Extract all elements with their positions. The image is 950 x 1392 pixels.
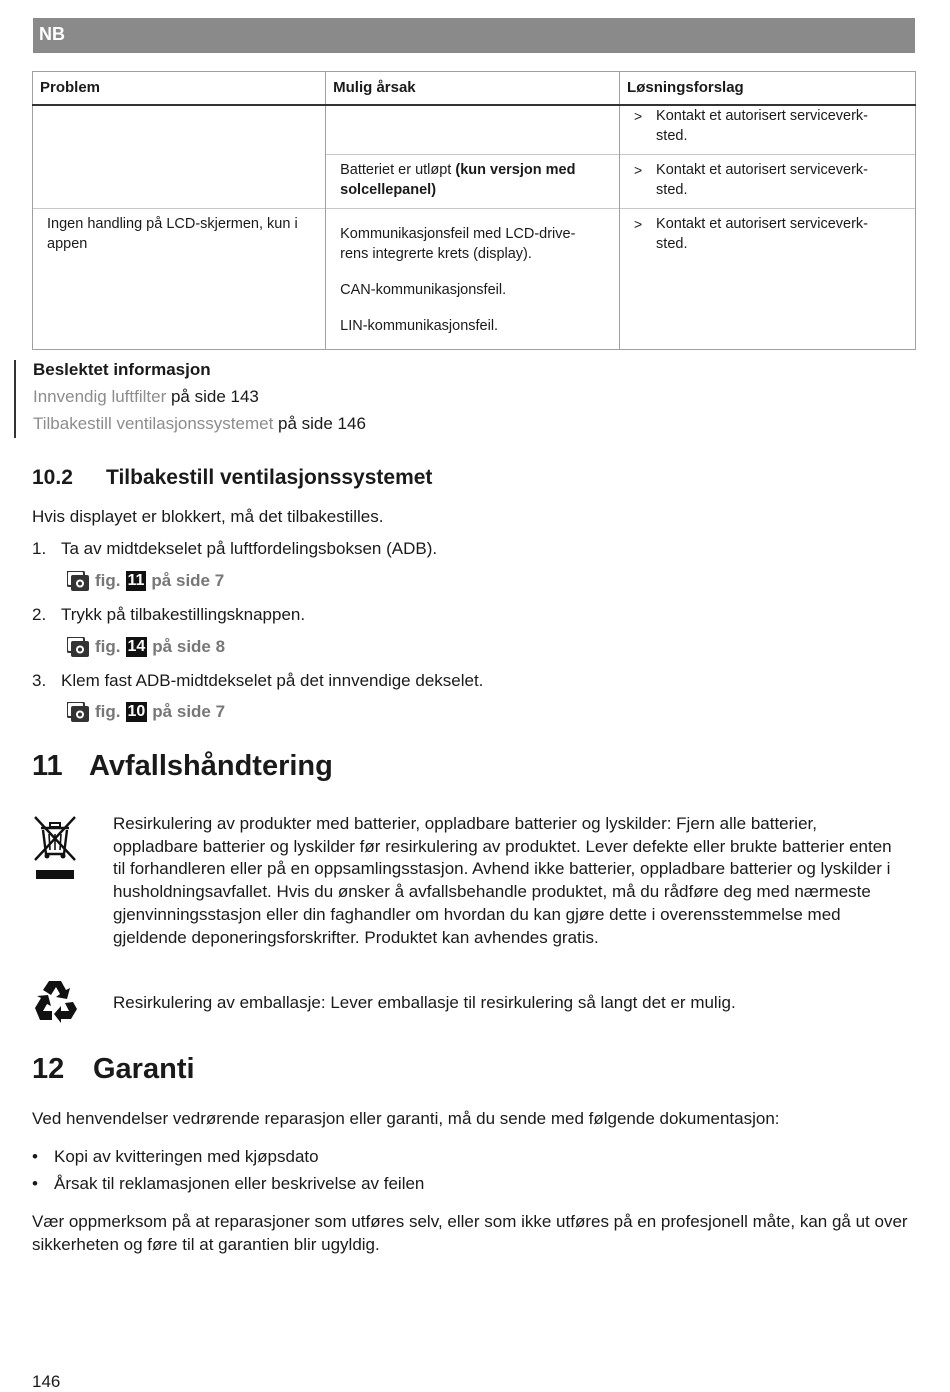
warranty-intro: Ved henvendelser vedrørende reparasjon eller garanti, må du sende med følgende dokumentasjon: <box>32 1109 780 1128</box>
bullet-icon: • <box>32 1147 38 1166</box>
section-heading-10-2 <box>32 466 432 490</box>
list-item-text: Kopi av kvitteringen med kjøpsdato <box>54 1147 319 1166</box>
section-intro: Hvis displayet er blokkert, må det tilbakestilles. <box>32 507 384 526</box>
arrow-icon: > <box>634 216 643 232</box>
header-problem: Problem <box>33 72 326 106</box>
step-item <box>32 671 483 691</box>
figure-number: 10 <box>127 703 146 720</box>
recycle-icon <box>32 978 78 1024</box>
camera-icon <box>67 637 89 657</box>
section-number: 11 <box>32 750 63 782</box>
related-link-suffix: på side 143 <box>166 387 259 406</box>
solution-text: Kontakt et autorisert serviceverk-sted. <box>656 216 868 252</box>
solution-cell <box>620 209 916 350</box>
problem-cell <box>33 105 326 209</box>
packaging-text: Resirkulering av emballasje: Lever emballasje til resirkulering så langt det er mulig. <box>113 993 736 1012</box>
cause-bold-text: (kun versjon med solcellepanel) <box>340 162 576 198</box>
arrow-icon: > <box>634 108 643 124</box>
related-info-title: Beslektet informasjon <box>33 360 211 379</box>
language-code: NB <box>39 24 65 44</box>
weee-text: Resirkulering av produkter med batterier, oppladbare batterier og lyskilder: Fjern alle batterier, oppladbare batterier og lyskilder før resirkulering av produktet. Lever defekte eller brukte batterier enten til forhandleren eller på en oppsamlingsstasjon. Avhend ikke batterier, oppladbare batterier og lyskilder i husholdningsavfallet. Hvis du ønsker å avfallsbehandle produktet, må du rådføre deg med nærmeste gjenvinningsstasjon eller din faghandler om hvordan du kan gjøre dette i overensstemmelse med gjeldende deponeringsforskrifter. Produktet kan avhendes gratis. <box>113 814 892 947</box>
figure-reference[interactable] <box>67 637 225 657</box>
step-item <box>32 539 437 559</box>
figure-number: 11 <box>127 572 145 589</box>
cause-cell <box>326 105 620 155</box>
problem-cell <box>33 209 326 350</box>
figure-suffix: på side 8 <box>152 637 226 656</box>
bullet-icon: • <box>32 1174 38 1193</box>
section-number: 12 <box>32 1053 65 1085</box>
related-link-text[interactable]: Tilbakestill ventilasjonssystemet <box>33 414 274 433</box>
camera-icon <box>67 571 89 591</box>
cause-text: Batteriet er utløpt <box>340 162 456 178</box>
page-number: 146 <box>32 1372 61 1391</box>
related-link[interactable] <box>33 387 259 407</box>
cause-text: LIN-kommunikasjonsfeil. <box>340 318 499 334</box>
solution-text: Kontakt et autorisert serviceverk-sted. <box>656 108 868 144</box>
step-text: Klem fast ADB-midtdekselet på det innvendige dekselet. <box>61 671 484 690</box>
list-item <box>32 1147 319 1167</box>
related-link[interactable] <box>33 414 366 434</box>
camera-icon <box>67 702 89 722</box>
related-link-suffix: på side 146 <box>273 414 366 433</box>
troubleshooting-table <box>32 71 916 350</box>
section-heading-11 <box>32 750 333 783</box>
figure-prefix: fig. <box>95 702 121 721</box>
solution-cell <box>620 155 916 209</box>
table-row <box>33 209 916 350</box>
table-header-row <box>33 72 916 106</box>
step-text: Ta av midtdekselet på luftfordelingsboksen (ADB). <box>61 539 438 558</box>
list-item-text: Årsak til reklamasjonen eller beskrivelse av feilen <box>54 1174 425 1193</box>
related-link-text[interactable]: Innvendig luftfilter <box>33 387 167 406</box>
crossed-bin-icon <box>32 814 78 880</box>
header-cause: Mulig årsak <box>326 72 620 106</box>
section-number: 10.2 <box>32 466 73 489</box>
arrow-icon: > <box>634 162 643 178</box>
step-number: 3. <box>32 671 47 690</box>
cause-text: CAN-kommunikasjonsfeil. <box>340 282 507 298</box>
step-text: Trykk på tilbakestillingsknappen. <box>61 605 306 624</box>
solution-text: Kontakt et autorisert serviceverk-sted. <box>656 162 868 198</box>
section-title: Garanti <box>93 1053 195 1085</box>
figure-reference[interactable] <box>67 571 224 591</box>
cause-cell <box>326 155 620 209</box>
solution-cell <box>620 105 916 155</box>
problem-text: Ingen handling på LCD-skjermen, kun i appen <box>47 216 298 252</box>
section-title: Tilbakestill ventilasjonssystemet <box>106 466 433 489</box>
figure-suffix: på side 7 <box>151 571 225 590</box>
section-title: Avfallshåndtering <box>89 750 333 782</box>
figure-number: 14 <box>127 638 146 655</box>
header-solution: Løsningsforslag <box>620 72 916 106</box>
figure-prefix: fig. <box>95 571 121 590</box>
cause-cell <box>326 209 620 350</box>
step-item <box>32 605 305 625</box>
step-number: 1. <box>32 539 47 558</box>
related-info-block <box>14 360 516 438</box>
figure-prefix: fig. <box>95 637 121 656</box>
section-heading-12 <box>32 1053 195 1086</box>
figure-suffix: på side 7 <box>152 702 226 721</box>
warranty-note: Vær oppmerksom på at reparasjoner som utføres selv, eller som ikke utføres på en profesjonell måte, kan gå ut over sikkerheten og føre til at garantien blir ugyldig. <box>32 1212 908 1254</box>
language-header-bar <box>33 18 915 53</box>
table-row <box>33 105 916 155</box>
step-number: 2. <box>32 605 47 624</box>
figure-reference[interactable] <box>67 702 225 722</box>
list-item <box>32 1174 424 1194</box>
cause-text: Kommunikasjonsfeil med LCD-drive-rens integrerte krets (display). <box>340 226 576 262</box>
